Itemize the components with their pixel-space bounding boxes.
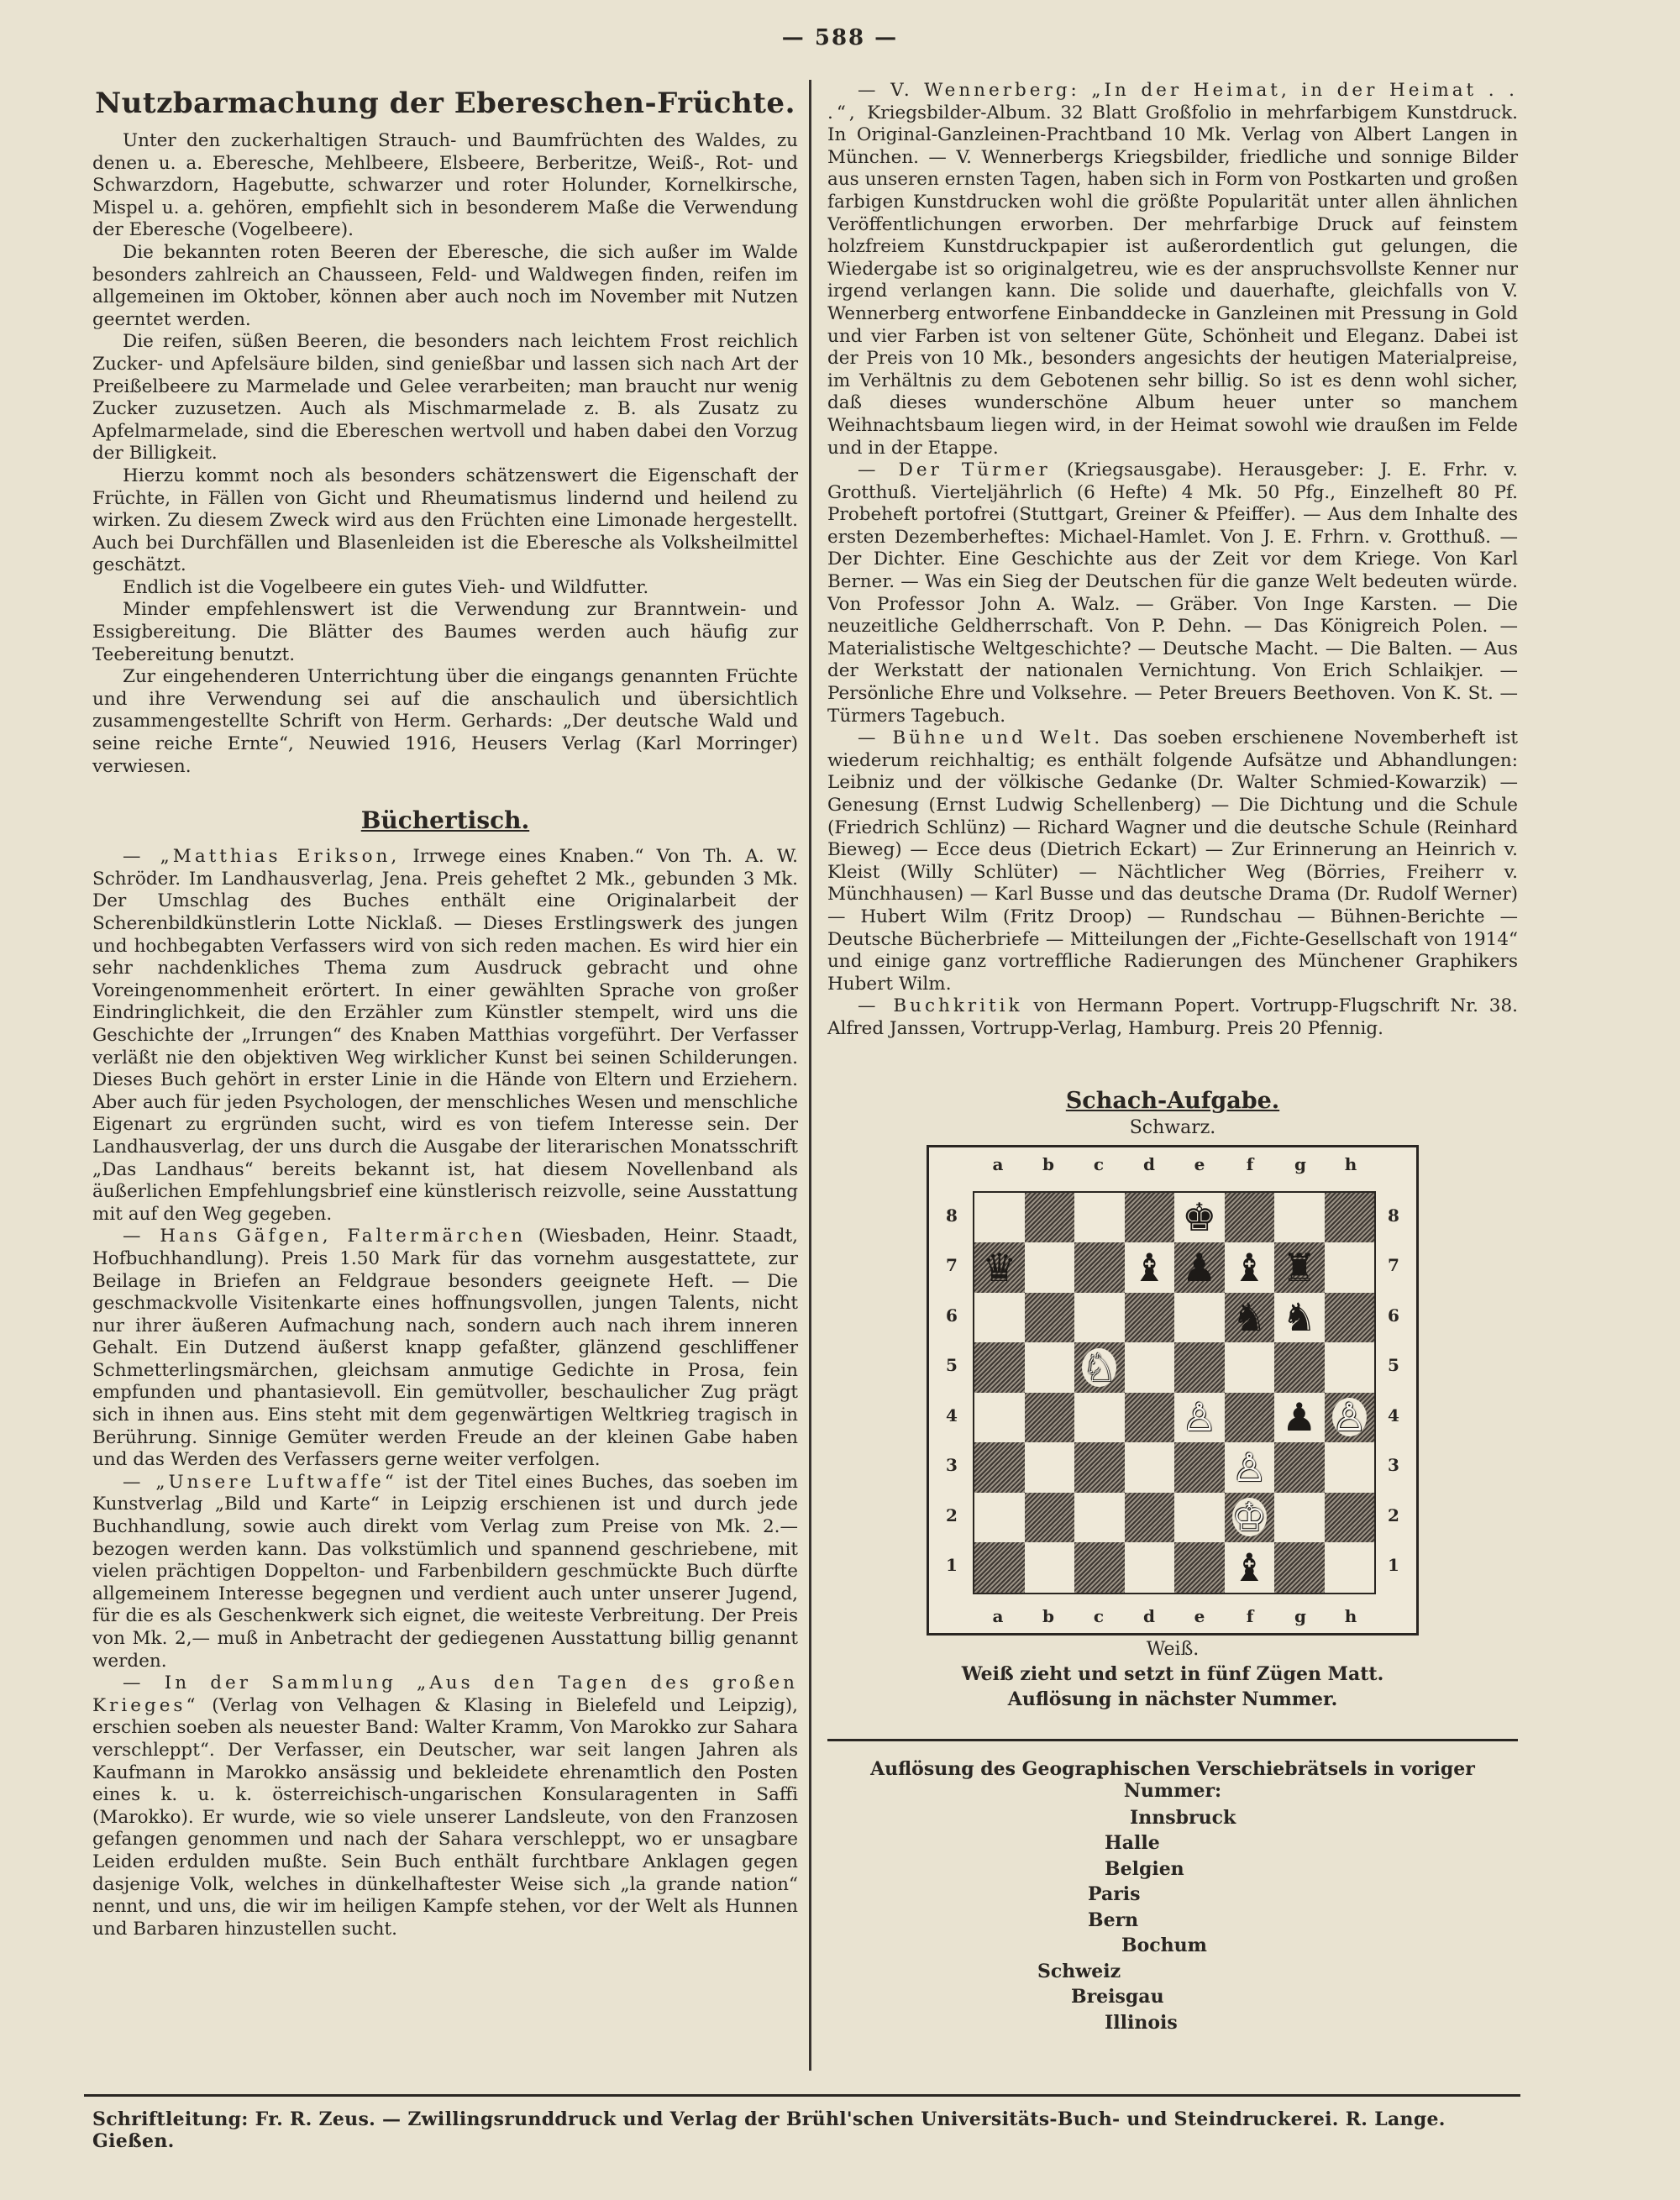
rank-label: 7	[1388, 1255, 1399, 1276]
board-square-b6	[1025, 1293, 1075, 1343]
book-review-text: (Verlag von Velhagen & Klasing in Bielefeld und Leipzig), erschien soeben als neuester Band: Walter Kramm, Von Marokko zur Sahara verschleppt“. Der Verfasser, ein Deutscher, war seit langen Jahren als Kaufmann in Marokko ansässig und bekleidete ehrenamtlich den Posten eines k. u. k. österreichisch-ungarischen Konsularagenten in Saffi (Marokko). Er wurde, wie so viele unserer Landsleute, von den Franzosen gefangen genommen und nach der Sahara verschleppt, wo er unsagbare Leiden erdulden mußte. Sein Buch enthält furchtbare Anklagen gegen dasjenige Volk, welches in dünkelhaftester Weise sich „la grande nation“ nennt, und uns, die wir im heiligen Kampfe stehen, vor der Welt als Hunnen und Barbaren hinzustellen sucht.	[92, 1694, 798, 1940]
file-label: a	[992, 1605, 1004, 1626]
book-review-lead: — Der Türmer	[858, 459, 1051, 481]
rank-labels-left	[939, 1191, 964, 1591]
book-review-text: ist der Titel eines Buches, das soeben im Kunstverlag „Bild und Karte“ in Leipzig erschienen ist und durch jede Buchhandlung, sowie auch direkt vom Verlag zum Preise von Mk. 2.— bezogen werden kann. Das volkstümlich und spannend geschriebene, mit vielen prächtigen Doppelton- und Farbenbildern geschmückte Buch dürfte allgemeinem Interesse begegnen und verdient auch unter unserer Jugend, für die es als Geschenkwerk sich eignet, die weiteste Verbreitung. Der Preis von Mk. 2,— muß in Anbetracht der gediegenen Ausstattung billig genannt werden.	[92, 1471, 798, 1672]
solution-word: Illinois	[1105, 2011, 1178, 2034]
board-square-g2	[1274, 1493, 1325, 1543]
board-square-f8	[1225, 1193, 1275, 1243]
solution-word: Innsbruck	[1130, 1806, 1236, 1829]
file-label: e	[1194, 1153, 1205, 1174]
board-square-b8	[1025, 1193, 1075, 1243]
board-square-d1	[1125, 1542, 1175, 1593]
board-square-h2	[1325, 1493, 1375, 1543]
board-square-e3	[1174, 1442, 1225, 1493]
rank-labels-right	[1381, 1191, 1406, 1591]
solution-title: Auflösung des Geographischen Verschiebrätsels in voriger Nummer:	[870, 1757, 1475, 1802]
board-square-c2	[1074, 1493, 1125, 1543]
book-review	[827, 995, 1518, 1040]
board-square-h4	[1325, 1393, 1375, 1443]
board-square-a3	[974, 1442, 1025, 1493]
article-paragraph: Minder empfehlenswert ist die Verwendung zur Branntwein- und Essigbereitung. Die Blätter des Baumes werden auch häufig zur Teebereitung benutzt.	[92, 599, 798, 665]
board-square-h8	[1325, 1193, 1375, 1243]
book-review	[92, 1672, 798, 1940]
board-square-f6	[1225, 1293, 1275, 1343]
board-square-f7	[1225, 1242, 1275, 1293]
board-square-f1	[1225, 1542, 1275, 1593]
rank-label: 4	[946, 1405, 958, 1426]
board-square-e1	[1174, 1542, 1225, 1593]
black-pawn-icon: ♟	[1282, 1394, 1317, 1441]
file-label: a	[992, 1153, 1004, 1174]
board-square-g7	[1274, 1242, 1325, 1293]
file-label: h	[1344, 1153, 1357, 1174]
book-review	[827, 459, 1518, 727]
article-paragraph: Hierzu kommt noch als besonders schätzenswert die Eigenschaft der Früchte, in Fällen von Gicht und Rheumatismus lindernd und heilend zu wirken. Zu diesem Zweck wird aus den Früchten eine Limonade hergestellt. Auch bei Durchfällen und Blasenleiden ist die Eberesche als Volksheilmittel geschätzt.	[92, 465, 798, 576]
board-square-h5	[1325, 1342, 1375, 1393]
board-square-a5	[974, 1342, 1025, 1393]
board-square-b7	[1025, 1242, 1075, 1293]
black-queen-icon: ♛	[982, 1244, 1017, 1290]
book-review-lead: — „Matthias Erikson,	[123, 846, 401, 868]
board-square-g4	[1274, 1393, 1325, 1443]
board-square-d5	[1125, 1342, 1175, 1393]
board-square-c4	[1074, 1393, 1125, 1443]
chess-black-label: Schwarz.	[1129, 1116, 1216, 1138]
book-review-lead: — Hans Gäfgen, Faltermärchen	[123, 1226, 527, 1247]
rank-label: 4	[1388, 1405, 1399, 1426]
board-square-h7	[1325, 1242, 1375, 1293]
file-label: d	[1143, 1605, 1155, 1626]
solution-word-list	[827, 1805, 1518, 2036]
board-square-g5	[1274, 1342, 1325, 1393]
rank-label: 6	[1388, 1305, 1399, 1326]
board-square-c5	[1074, 1342, 1125, 1393]
board-square-h1	[1325, 1542, 1375, 1593]
file-label: f	[1246, 1153, 1254, 1174]
chess-diagram	[927, 1145, 1419, 1636]
chess-note: Auflösung in nächster Nummer.	[1007, 1688, 1338, 1710]
board-square-f3	[1225, 1442, 1275, 1493]
file-label: d	[1143, 1153, 1155, 1174]
board-square-f4	[1225, 1393, 1275, 1443]
book-review-lead: — V. Wennerberg: „In der Heimat, in der Heimat . . .“,	[827, 80, 1518, 123]
book-review-lead: — Bühne und Welt.	[858, 727, 1104, 749]
chess-white-label: Weiß.	[1146, 1638, 1200, 1660]
chess-caption: Weiß zieht und setzt in fünf Zügen Matt.	[961, 1662, 1384, 1685]
board-square-f2	[1225, 1493, 1275, 1543]
file-label: h	[1344, 1605, 1357, 1626]
book-review-text: (Kriegsausgabe). Herausgeber: J. E. Frhr. v. Grotthuß. Vierteljährlich (6 Hefte) 4 Mk. 50 Pfg., Einzelheft 80 Pf. Probeheft portofrei (Stuttgart, Greiner & Pfeiffer). — Aus dem Inhalte des ersten Dezemberheftes: Michael-Hamlet. Von J. E. Frhrn. v. Grotthuß. — Der Dichter. Eine Geschichte aus der Zeit vor dem Kriege. Von Karl Berner. — Was ein Sieg der Deutschen für die ganze Welt bedeuten würde. Von Professor John A. Walz. — Gräber. Von Inge Karsten. — Die neuzeitliche Geldherrschaft. Von P. Dehn. — Das Königreich Polen. — Materialistische Weltgeschichte? — Deutsche Macht. — Die Balten. — Aus der Werkstatt der nationalen Vernichtung. Von Erich Schlaikjer. — Persönliche Ehre und Volksehre. — Peter Breuers Beethoven. Von K. St. — Türmers Tagebuch.	[827, 459, 1518, 727]
solution-word: Breisgau	[1071, 1986, 1164, 2008]
white-king-icon: ♔	[1231, 1494, 1267, 1541]
board-square-e7	[1174, 1242, 1225, 1293]
board-square-d3	[1125, 1442, 1175, 1493]
board-square-d8	[1125, 1193, 1175, 1243]
article-paragraph: Zur eingehenderen Unterrichtung über die eingangs genannten Früchte und ihre Verwendung sei auf die anschaulich und übersichtlich zusammengestellte Schrift von Herm. Gerhards: „Der deutsche Wald und seine reiche Ernte“, Neuwied 1916, Heusers Verlag (Karl Morringer) verwiesen.	[92, 666, 798, 777]
chess-board	[973, 1191, 1376, 1594]
rank-label: 3	[946, 1455, 958, 1476]
board-square-c1	[1074, 1542, 1125, 1593]
file-label: g	[1294, 1153, 1306, 1174]
book-review	[92, 1226, 798, 1472]
board-square-e6	[1174, 1293, 1225, 1343]
book-review	[827, 80, 1518, 459]
right-column	[827, 80, 1518, 2035]
board-square-b2	[1025, 1493, 1075, 1543]
file-labels-bottom	[973, 1606, 1376, 1626]
black-bishop-icon: ♝	[1231, 1544, 1267, 1590]
book-review-text: Das soeben erschienene Novemberheft ist wiederum reichhaltig; es enthält folgende Aufsätze und Abhandlungen: Leibniz und der völkische Gedanke (Dr. Walter Schmied-Kowarzik) — Genesung (Ernst Ludwig Schellenberg) — Die Dichtung und die Schule (Friedrich Schlünz) — Richard Wagner und die deutsche Schule (Reinhard Bieweg) — Ecce deus (Dietrich Eckart) — Zur Erinnerung an Heinrich v. Kleist (Willy Schlüter) — Nächtlicher Weg (Börries, Freiherr v. Münchhausen) — Karl Busse und das deutsche Drama (Dr. Rudolf Werner) — Hubert Wilm (Fritz Droop) — Rundschau — Bühnen-Berichte — Deutsche Bücherbriefe — Mitteilungen der „Fichte-Gesellschaft von 1914“ und einige ganz vortreffliche Radierungen des Münchener Graphikers Hubert Wilm.	[827, 727, 1518, 995]
rank-label: 8	[1388, 1205, 1399, 1226]
board-square-e2	[1174, 1493, 1225, 1543]
footer-rule	[84, 2094, 1520, 2097]
solution-word: Halle	[1105, 1832, 1160, 1855]
rank-label: 6	[946, 1305, 958, 1326]
column-divider	[809, 80, 811, 2071]
black-pawn-icon: ♟	[1182, 1244, 1217, 1290]
rank-label: 3	[1388, 1455, 1399, 1476]
book-review-text: von Hermann Popert. Vortrupp-Flugschrift Nr. 38. Alfred Janssen, Vortrupp-Verlag, Hamburg. Preis 20 Pfennig.	[827, 995, 1518, 1039]
book-review	[827, 727, 1518, 995]
board-square-d6	[1125, 1293, 1175, 1343]
file-label: c	[1093, 1153, 1105, 1174]
rank-label: 8	[946, 1205, 958, 1226]
file-label: g	[1294, 1605, 1306, 1626]
board-square-c7	[1074, 1242, 1125, 1293]
board-square-g8	[1274, 1193, 1325, 1243]
book-review-lead: — In der Sammlung „Aus den Tagen des großen Krieges“	[92, 1672, 798, 1716]
board-square-c6	[1074, 1293, 1125, 1343]
black-rook-icon: ♜	[1282, 1244, 1317, 1290]
article-headline: Nutzbarmachung der Ebereschen-Früchte.	[95, 87, 795, 120]
book-review-lead: — Buchkritik	[858, 995, 1023, 1017]
black-bishop-icon: ♝	[1131, 1244, 1167, 1290]
file-label: c	[1093, 1605, 1105, 1626]
board-square-g6	[1274, 1293, 1325, 1343]
book-review	[92, 1472, 798, 1672]
board-square-b3	[1025, 1442, 1075, 1493]
book-review-text: Irrwege eines Knaben.“ Von Th. A. W. Schröder. Im Landhausverlag, Jena. Preis geheftet 2 Mk., gebunden 3 Mk. Der Umschlag des Buches enthält eine Originalarbeit der Scherenbildkünstlerin Lotte Nicklaß. — Dieses Erstlingswerk des jungen und hochbegabten Verfassers wird von sich reden machen. Es wird hier ein sehr nachdenkliches Thema zum Ausdruck gebracht und ohne Voreingenommenheit erörtert. In einer gewählten Sprache von großer Eindringlichkeit, die den Erzähler zum Künstler stempelt, wird uns die Geschichte der „Irrungen“ des Knaben Matthias vorgeführt. Der Verfasser verläßt nie den objektiven Weg wirklicher Kunst bei seinen Schilderungen. Dieses Buch gehört in erster Linie in die Hände von Eltern und Erziehern. Aber auch für jeden Psychologen, der menschliches Wesen und menschliche Eigenart zu ergründen sucht, wird es von tiefem Interesse sein. Der Landhausverlag, der uns durch die Ausgabe der literarischen Monatsschrift „Das Landhaus“ bereits bekannt ist, hat diesem Novellenband als äußerlichen Empfehlungsbrief eine künstlerisch reizvolle, seine Ausstattung mit auf den Weg gegeben.	[92, 846, 799, 1225]
solution-word: Bern	[1088, 1909, 1139, 1931]
file-label: f	[1246, 1605, 1254, 1626]
board-square-g1	[1274, 1542, 1325, 1593]
board-square-b5	[1025, 1342, 1075, 1393]
book-reviews-right	[827, 80, 1518, 1041]
page-number: — 588 —	[781, 25, 899, 50]
board-square-e8	[1174, 1193, 1225, 1243]
file-label: b	[1042, 1153, 1054, 1174]
board-square-f5	[1225, 1342, 1275, 1393]
left-column	[92, 80, 798, 1940]
board-square-a1	[974, 1542, 1025, 1593]
book-reviews-left	[92, 846, 798, 1940]
solution-word: Paris	[1088, 1883, 1141, 1906]
file-label: b	[1042, 1605, 1054, 1626]
board-square-e5	[1174, 1342, 1225, 1393]
solution-word: Bochum	[1121, 1935, 1207, 1957]
black-knight-icon: ♞	[1282, 1294, 1317, 1341]
rank-label: 2	[1388, 1504, 1399, 1525]
board-square-g3	[1274, 1442, 1325, 1493]
article-paragraph: Die reifen, süßen Beeren, die besonders nach leichtem Frost reichlich Zucker- und Apfelsäure bilden, sind genießbar und lassen sich nach Art der Preißelbeere zu Marmelade und Gelee verarbeiten; man braucht nur wenig Zucker zuzusetzen. Auch als Mischmarmelade z. B. als Zusatz zu Apfelmarmelade, sind die Ebereschen wertvoll und haben dabei den Vorzug der Billigkeit.	[92, 331, 798, 465]
board-square-c3	[1074, 1442, 1125, 1493]
board-square-h3	[1325, 1442, 1375, 1493]
rank-label: 5	[946, 1355, 958, 1376]
board-square-h6	[1325, 1293, 1375, 1343]
divider-rule	[827, 1739, 1518, 1741]
book-review	[92, 846, 798, 1226]
solution-word: Belgien	[1105, 1857, 1184, 1880]
rank-label: 7	[946, 1255, 958, 1276]
board-square-d7	[1125, 1242, 1175, 1293]
article-paragraph: Endlich ist die Vogelbeere ein gutes Vieh- und Wildfutter.	[123, 576, 649, 598]
solution-word: Schweiz	[1037, 1960, 1121, 1982]
file-label: e	[1194, 1605, 1205, 1626]
board-square-c8	[1074, 1193, 1125, 1243]
board-square-a2	[974, 1493, 1025, 1543]
board-square-b1	[1025, 1542, 1075, 1593]
black-bishop-icon: ♝	[1231, 1244, 1267, 1290]
book-review-lead: — „Unsere Luftwaffe“	[123, 1471, 397, 1493]
article-body	[92, 130, 798, 778]
black-king-icon: ♚	[1182, 1195, 1217, 1241]
board-square-d4	[1125, 1393, 1175, 1443]
chess-title: Schach-Aufgabe.	[1065, 1087, 1280, 1114]
rank-label: 1	[1388, 1555, 1399, 1576]
board-square-b4	[1025, 1393, 1075, 1443]
board-square-d2	[1125, 1493, 1175, 1543]
book-review-text: Kriegsbilder-Album. 32 Blatt Großfolio in mehrfarbigem Kunstdruck. In Original-Ganzleinen-Prachtband 10 Mk. Verlag von Albert Langen in München. — V. Wennerbergs Kriegsbilder, friedliche und sonnige Bilder aus unseren ernsten Tagen, haben sich in Form von Postkarten und großen farbigen Kunstdrucken wohl die größte Popularität unter allen ähnlichen Veröffentlichungen erworben. Der mehrfarbige Druck auf feinstem holzfreiem Kunstdruckpapier ist außerordentlich gut gelungen, die Wiedergabe ist so originalgetreu, wie es der anspruchsvollste Kenner nur irgend verlangen kann. Die solide und dauerhafte, gleichfalls von V. Wennerberg entworfene Einbanddecke in Ganzleinen mit Pressung in Gold und vier Farben ist von seltener Güte, Schönheit und Eleganz. Dabei ist der Preis von 10 Mk., besonders angesichts der heutigen Materialpreise, im Verhältnis zu dem Gebotenen sehr billig. So ist es denn wohl sicher, daß dieses wunderschöne Album heuer unter so manchem Weihnachtsbaum liegen wird, in der Heimat sowohl wie draußen im Felde und in der Etappe.	[827, 102, 1518, 459]
article-paragraph: Unter den zuckerhaltigen Strauch- und Baumfrüchten des Waldes, zu denen u. a. Eberesche, Mehlbeere, Elsbeere, Berberitze, Weiß-, Rot- und Schwarzdorn, Hagebutte, schwarzer und roter Holunder, Kornelkirsche, Mispel u. a. gehören, empfiehlt sich in besonderem Maße die Verwendung der Eberesche (Vogelbeere).	[92, 130, 798, 241]
rank-label: 1	[946, 1555, 958, 1576]
board-square-a6	[974, 1293, 1025, 1343]
rank-label: 2	[946, 1504, 958, 1525]
board-square-a4	[974, 1393, 1025, 1443]
board-square-e4	[1174, 1393, 1225, 1443]
board-square-a8	[974, 1193, 1025, 1243]
white-pawn-icon: ♙	[1331, 1394, 1367, 1441]
footer-imprint: Schriftleitung: Fr. R. Zeus. — Zwillingsrunddruck und Verlag der Brühl'schen Universitäts-Buch- und Steindruckerei. R. Lange. Gießen.	[92, 2108, 1446, 2152]
file-labels-top	[973, 1154, 1376, 1174]
white-pawn-icon: ♙	[1182, 1394, 1217, 1441]
black-knight-icon: ♞	[1231, 1294, 1267, 1341]
white-pawn-icon: ♙	[1231, 1444, 1267, 1490]
board-square-a7	[974, 1242, 1025, 1293]
article-paragraph: Die bekannten roten Beeren der Eberesche, die sich außer im Walde besonders zahlreich an Chausseen, Feld- und Waldwegen finden, reifen im allgemeinen im Oktober, können aber auch noch im November mit Nutzen geerntet werden.	[92, 241, 798, 330]
book-review-text: (Wiesbaden, Heinr. Staadt, Hofbuchhandlung). Preis 1.50 Mark für das vornehm ausgestattete, zur Beilage in Briefen an Feldgraue besonders geeignete Heft. — Die geschmackvolle Visitenkarte eines hoffnungsvollen, jungen Talents, nicht nur ihrer äußeren Aufmachung nach, sondern auch nach ihrem inneren Gehalt. Ein Dutzend äußerst knapp gefaßter, glänzend geschliffener Schmetterlingsmärchen, gleichsam anmutige Gedichte in Prosa, fein empfunden und phantasievoll. Ein gemütvoller, beschaulicher Zug prägt sich in ihnen aus. Eins steht mit dem gegenwärtigen Weltkrieg tragisch in Berührung. Sinnige Gemüter werden Freude an der kleinen Gabe haben und das Werden des Verfassers gerne weiter verfolgen.	[92, 1226, 798, 1471]
section-title-buechertisch: Büchertisch.	[360, 806, 530, 835]
white-knight-icon: ♘	[1082, 1344, 1117, 1390]
rank-label: 5	[1388, 1355, 1399, 1376]
